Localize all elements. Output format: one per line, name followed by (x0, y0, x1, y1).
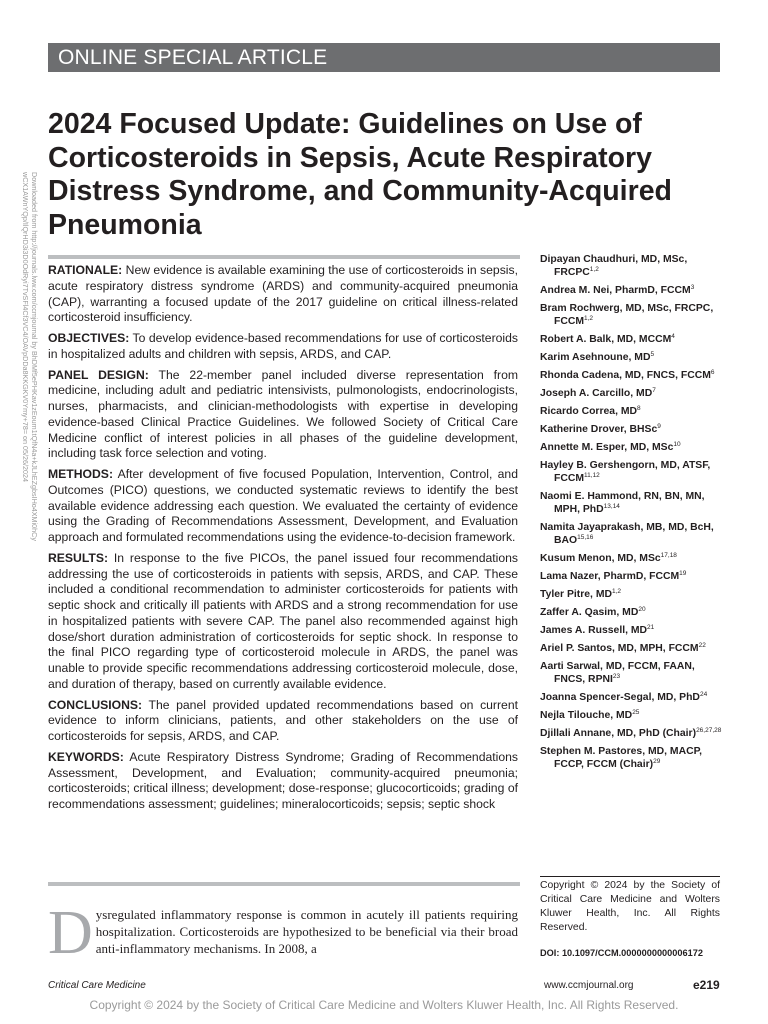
author-entry (540, 660, 725, 686)
author-affiliation: 23 (612, 673, 621, 680)
author-name: Bram Rochwerg, MD, MSc, FRCPC, FCCM (540, 303, 714, 327)
author-name: Katherine Drover, BHSc (540, 424, 658, 435)
abstract-heading: KEYWORDS: (48, 749, 124, 764)
page-number: e219 (693, 978, 720, 992)
author-name: Ricardo Correa, MD (540, 406, 638, 417)
download-notice-line: wCX1AWnYQp/IlQrHD3i3D0OdRyi7TvSFl4Cf3VC4/OAVpDDa8KKGKV0Ymy+78= on 05/26/2024 (21, 172, 30, 482)
author-affiliation: 1,2 (589, 266, 599, 273)
author-name: Rhonda Cadena, MD, FNCS, FCCM (540, 370, 711, 381)
author-entry (540, 459, 725, 485)
author-name: Dipayan Chaudhuri, MD, MSc, FRCPC (540, 254, 688, 278)
article-type-banner: ONLINE SPECIAL ARTICLE (48, 43, 720, 72)
author-affiliation: 19 (679, 570, 687, 577)
author-name: Joseph A. Carcillo, MD (540, 388, 653, 399)
author-affiliation: 15,16 (577, 534, 594, 541)
author-affiliation: 8 (637, 405, 641, 412)
author-name: Karim Asehnoune, MD (540, 352, 651, 363)
footer-copyright: Copyright © 2024 by the Society of Critical Care Medicine and Wolters Kluwer Health, Inc. All Rights Reserved. (89, 998, 679, 1012)
author-affiliation: 4 (671, 333, 675, 340)
abstract-results (48, 551, 518, 693)
author-entry (540, 588, 725, 601)
author-affiliation: 11,12 (584, 472, 600, 479)
abstract (48, 263, 518, 818)
doi: DOI: 10.1097/CCM.0000000000006172 (540, 948, 703, 958)
abstract-keywords (48, 750, 518, 813)
author-name: Djillali Annane, MD, PhD (Chair) (540, 728, 697, 739)
abstract-text: After development of five focused Population, Intervention, Control, and Outcomes (PICO) questions, we conducted systematic reviews to identify the best available evidence addressing each question. We evaluated the certainty of evidence using the Grading of Recommendations Assessment, Development, and Evaluation approach and formulated recommendations using the evidence-to-decision framework. (48, 467, 518, 544)
author-entry (540, 387, 725, 400)
author-name: Stephen M. Pastores, MD, MACP, FCCP, FCCM (Chair) (540, 746, 703, 770)
article-title: 2024 Focused Update: Guidelines on Use of Corticosteroids in Sepsis, Acute Respiratory Distress Syndrome, and Community-Acquired Pneumonia (48, 108, 672, 241)
author-entry (540, 441, 725, 454)
abstract-text: In response to the five PICOs, the panel issued four recommendations addressing the use of corticosteroids in patients with sepsis, ARDS, and CAP. These included a conditional recommendation to administer corticosteroids for patients with septic shock and critically ill patients with ARDS and a strong recommendation for use in hospitalized patients with severe CAP. The panel also recommended against high dose/short duration administration of corticosteroids for septic shock. In response to the final PICO regarding type of corticosteroid molecule in ARDS, the panel was unable to provide specific recommendations addressing corticosteroid molecule, dose, and duration of therapy, based on currently available evidence. (48, 550, 518, 691)
author-affiliation: 17,18 (660, 552, 677, 559)
author-affiliation: 1,2 (584, 315, 594, 322)
author-name: Ariel P. Santos, MD, MPH, FCCM (540, 643, 699, 654)
author-name: Namita Jayaprakash, MB, MD, BcH, BAO (540, 522, 714, 546)
author-entry (540, 570, 725, 583)
author-affiliation: 6 (710, 369, 715, 376)
author-name: Lama Nazer, PharmD, FCCM (540, 571, 680, 582)
body-paragraph (48, 899, 518, 967)
author-affiliation: 1,2 (611, 588, 622, 595)
author-entry (540, 727, 725, 740)
author-affiliation: 21 (647, 624, 655, 631)
author-affiliation: 13,14 (603, 503, 620, 510)
author-entry (540, 423, 725, 436)
abstract-methods (48, 467, 518, 546)
author-list (540, 253, 725, 776)
author-entry (540, 709, 725, 722)
abstract-objectives (48, 331, 518, 363)
author-affiliation: 26,27,28 (696, 727, 722, 734)
author-entry (540, 490, 725, 516)
body-text: ysregulated inflammatory response is common in acutely ill patients requiring hospitalization. Corticosteroids are hypothesized to be beneficial via their broad anti-inflammatory mechanisms. In 2008, a (95, 907, 518, 956)
author-affiliation: 24 (699, 691, 708, 698)
author-name: James A. Russell, MD (540, 625, 648, 636)
author-affiliation: 3 (690, 284, 695, 291)
abstract-panel-design (48, 368, 518, 463)
abstract-conclusions (48, 698, 518, 745)
download-notice (3, 172, 39, 612)
author-entry (540, 642, 725, 655)
abstract-heading: RESULTS: (48, 550, 109, 565)
author-name: Tyler Pitre, MD (540, 589, 612, 600)
author-name: Zaffer A. Qasim, MD (540, 607, 639, 618)
author-affiliation: 29 (653, 758, 661, 765)
abstract-heading: OBJECTIVES: (48, 331, 130, 345)
abstract-bottom-rule (48, 882, 520, 886)
abstract-text: The panel provided updated recommendations based on current evidence to inform clinicians, patients, and other stakeholders on the use of corticosteroids for sepsis, ARDS, and CAP. (48, 697, 518, 743)
author-entry (540, 606, 725, 619)
author-affiliation: 7 (652, 387, 656, 394)
author-affiliation: 20 (638, 606, 646, 613)
abstract-text: To develop evidence-based recommendations for use of corticosteroids in hospitalized adults and children with sepsis, ARDS, and CAP. (48, 331, 518, 361)
drop-cap: D (48, 899, 93, 967)
author-affiliation: 5 (650, 351, 655, 358)
footer-journal-url[interactable]: www.ccmjournal.org (544, 980, 634, 991)
abstract-top-rule (48, 255, 520, 259)
author-name: Naomi E. Hammond, RN, BN, MN, MPH, PhD (540, 491, 705, 515)
author-name: Andrea M. Nei, PharmD, FCCM (540, 285, 691, 296)
abstract-text: New evidence is available examining the use of corticosteroids in sepsis, acute respiratory distress syndrome (ARDS) and community-acquired pneumonia (CAP), warranting a focused update of the 2017 guideline on critical illness-related corticosteroid insufficiency. (48, 263, 518, 325)
abstract-text: Acute Respiratory Distress Syndrome; Grading of Recommendations Assessment, Development, and Evaluation; community-acquired pneumonia; corticosteroids; critical illness; development; dose-response; glucocorticoids; grading of recommendations assessment; guidelines; mineralocorticoids; sepsis; septic shock (48, 749, 518, 811)
author-entry (540, 284, 725, 297)
author-affiliation: 22 (698, 642, 706, 649)
abstract-heading: METHODS: (48, 467, 113, 481)
author-name: Nejla Tilouche, MD (540, 710, 633, 721)
author-entry (540, 351, 725, 364)
author-entry (540, 369, 725, 382)
abstract-heading: RATIONALE: (48, 263, 123, 277)
author-name: Kusum Menon, MD, MSc (540, 553, 661, 564)
footer-journal-name: Critical Care Medicine (48, 980, 146, 991)
author-affiliation: 10 (673, 441, 681, 448)
author-entry (540, 405, 725, 418)
abstract-text: The 22-member panel included diverse representation from medicine, including adult and pediatric intensivists, pulmonologists, endocrinologists, nurses, pharmacists, and clinician-methodologists with expertise in developing evidence-based Clinical Practice Guidelines. We followed Society of Critical Care Medicine conflict of interest policies in all phases of the guideline development, including task force selection and voting. (48, 367, 518, 461)
author-entry (540, 745, 725, 771)
author-name: Annette M. Esper, MD, MSc (540, 442, 674, 453)
author-affiliation: 25 (632, 709, 640, 716)
author-name: Hayley B. Gershengorn, MD, ATSF, FCCM (540, 460, 711, 484)
abstract-heading: CONCLUSIONS: (48, 697, 143, 712)
author-entry (540, 624, 725, 637)
abstract-rationale (48, 263, 518, 326)
copyright-notice: Copyright © 2024 by the Society of Critical Care Medicine and Wolters Kluwer Health, Inc. All Rights Reserved. (540, 876, 720, 935)
abstract-heading: PANEL DESIGN: (48, 367, 149, 382)
author-entry (540, 253, 725, 279)
author-name: Robert A. Balk, MD, MCCM (540, 334, 672, 345)
author-entry (540, 302, 725, 328)
author-name: Aarti Sarwal, MD, FCCM, FAAN, FNCS, RPNI (540, 661, 695, 685)
author-entry (540, 691, 725, 704)
author-name: Joanna Spencer-Segal, MD, PhD (540, 692, 700, 703)
download-notice-line: Downloaded from http://journals.lww.com/ccmjournal by BhDMf5ePHKav1zEoum1tQfN4a+kJLhEZgbsIHo4XMi0hCy (30, 172, 39, 541)
author-entry (540, 552, 725, 565)
author-entry (540, 333, 725, 346)
author-entry (540, 521, 725, 547)
author-affiliation: 9 (657, 423, 661, 430)
